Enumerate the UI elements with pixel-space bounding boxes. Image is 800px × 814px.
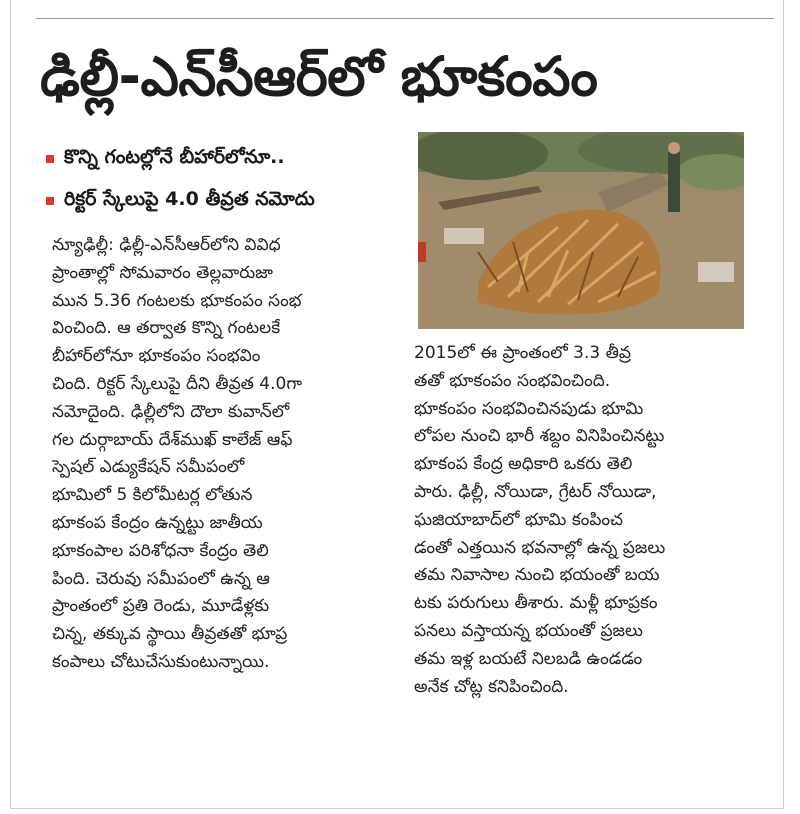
article-line: ప్రాంతంలో ప్రతి రెండు, మూడేళ్లకు — [52, 596, 270, 617]
article-line: భూకంపం సంభవించినపుడు భూమి — [414, 398, 644, 419]
article-column-left — [52, 232, 384, 677]
article-headline: ఢిల్లీ-ఎన్‌సీఆర్‌లో భూకంపం — [40, 45, 598, 108]
article-line: పనలు వస్తాయన్న భయంతో ప్రజలు — [414, 620, 643, 641]
bullet-text: కొన్ని గంటల్లోనే బీహార్‌లోనూ.. — [64, 145, 285, 168]
article-line: భూకంప కేంద్రం ఉన్నట్టు జాతీయ — [52, 512, 263, 533]
article-line: చింది. రిక్టర్ స్కేలుపై దీని తీవ్రత 4.0గా — [52, 373, 302, 394]
article-line: డంతో ఎత్తయిన భవనాల్లో ఉన్న ప్రజలు — [414, 537, 666, 558]
earthquake-photo — [418, 132, 744, 329]
article-line: లోపల నుంచి భారీ శబ్దం వినిపించినట్టు — [414, 426, 665, 447]
article-line: న్యూఢిల్లీ: ఢిల్లీ-ఎన్‌సీఆర్‌లోని వివిధ — [52, 235, 281, 255]
article-line: బీహార్‌లోనూ భూకంపం సంభవిం — [52, 346, 261, 367]
article-line: వించింది. ఆ తర్వాత కొన్ని గంటలకే — [52, 318, 281, 339]
bullet-text: రిక్టర్ స్కేలుపై 4.0 తీవ్రత నమోదు — [64, 187, 315, 210]
article-line: 2015లో ఈ ప్రాంతంలో 3.3 తీవ్ర — [414, 343, 631, 363]
article-line: పారు. ఢిల్లీ, నోయిడా, గ్రేటర్ నోయిడా, — [414, 481, 657, 502]
square-bullet-icon — [46, 155, 54, 163]
article-line: ప్రాంతాల్లో సోమవారం తెల్లవారుజా — [52, 262, 273, 283]
square-bullet-icon — [46, 197, 54, 205]
article-line: స్పెషల్ ఎడ్యుకేషన్ సమీపంలో — [52, 457, 245, 478]
bullet-item — [46, 138, 402, 180]
article-line: పింది. చెరువు సమీపంలో ఉన్న ఆ — [52, 568, 270, 589]
bullet-item — [46, 180, 402, 222]
article-line: టకు పరుగులు తీశారు. మళ్లీ భూప్రకం — [414, 593, 658, 614]
article-line: భూమిలో 5 కిలోమీటర్ల లోతున — [52, 485, 253, 506]
article-line: కంపాలు చోటుచేసుకుంటున్నాయి. — [52, 651, 270, 672]
article-line: తమ ఇళ్ల బయటే నిలబడి ఉండడం — [414, 648, 643, 669]
article-line: భూకంప కేంద్ర అధికారి ఒకరు తెలి — [414, 454, 633, 475]
top-divider — [36, 18, 774, 19]
article-line: ఘజియాబాద్‌లో భూమి కంపించ — [414, 509, 623, 530]
article-line: మున 5.36 గంటలకు భూకంపం సంభ — [52, 290, 302, 311]
article-line: చిన్న, తక్కువ స్థాయి తీవ్రతతో భూప్ర — [52, 624, 288, 645]
uprooted-tree-photo-icon — [418, 132, 744, 329]
article-line: అనేక చోట్ల కనిపించింది. — [414, 676, 569, 697]
article-line: నమోదైంది. ఢిల్లీలోని దౌలా కువాన్‌లో — [52, 401, 290, 422]
highlight-bullets — [46, 138, 402, 222]
article-line: భూకంపాల పరిశోధనా కేంద్రం తెలి — [52, 540, 269, 561]
article-line: గల దుర్గాబాయ్ దేశ్‌ముఖ్ కాలేజ్ ఆఫ్ — [52, 429, 293, 450]
article-column-right — [414, 340, 744, 701]
article-line: తతో భూకంపం సంభవించింది. — [414, 370, 611, 391]
article-line: తమ నివాసాల నుంచి భయంతో బయ — [414, 565, 660, 586]
